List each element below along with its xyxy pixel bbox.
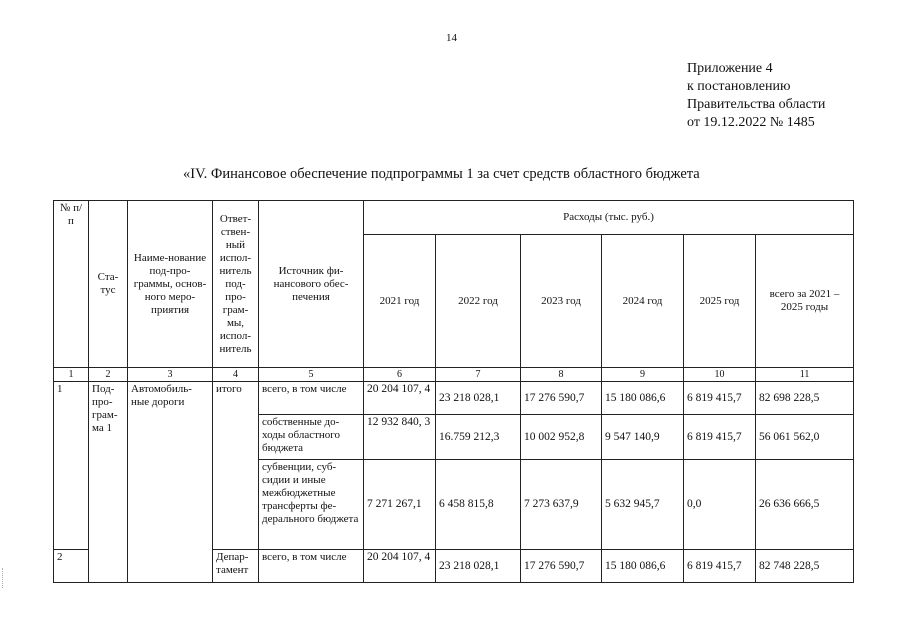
header-2021: 2021 год xyxy=(364,235,436,368)
appendix-line: от 19.12.2022 № 1485 xyxy=(687,115,815,130)
value-2023: 7 273 637,9 xyxy=(521,460,602,550)
page-number: 14 xyxy=(446,32,457,44)
value-2022: 23 218 028,1 xyxy=(436,382,521,415)
header-source: Источник фи-нансового обес-печения xyxy=(259,201,364,368)
value-2024: 5 632 945,7 xyxy=(602,460,684,550)
source-cell: собственные до-ходы областного бюджета xyxy=(259,415,364,460)
header-2024: 2024 год xyxy=(602,235,684,368)
value-2023: 10 002 952,8 xyxy=(521,415,602,460)
value-total: 26 636 666,5 xyxy=(756,460,854,550)
header-2022: 2022 год xyxy=(436,235,521,368)
row-name: Автомобиль-ные дороги xyxy=(128,382,213,583)
value-2021: 20 204 107, 4 xyxy=(364,382,436,415)
header-executor: Ответ-ствен-ный испол-нитель под-про-грам-мы, испол-нитель xyxy=(213,201,259,368)
scan-edge-mark xyxy=(2,568,6,588)
value-2023: 17 276 590,7 xyxy=(521,382,602,415)
index-cell: 10 xyxy=(684,368,756,382)
index-cell: 1 xyxy=(54,368,89,382)
row-executor: Депар-тамент xyxy=(213,550,259,583)
value-2023: 17 276 590,7 xyxy=(521,550,602,583)
value-2025: 6 819 415,7 xyxy=(684,415,756,460)
header-expenses: Расходы (тыс. руб.) xyxy=(364,201,854,235)
appendix-line: к постановлению xyxy=(687,79,791,94)
appendix-line: Правительства области xyxy=(687,97,826,112)
value-2025: 0,0 xyxy=(684,460,756,550)
value-2024: 9 547 140,9 xyxy=(602,415,684,460)
value-2021: 7 271 267,1 xyxy=(364,460,436,550)
value-2022: 23 218 028,1 xyxy=(436,550,521,583)
index-cell: 4 xyxy=(213,368,259,382)
source-cell: всего, в том числе xyxy=(259,382,364,415)
value-2021: 12 932 840, 3 xyxy=(364,415,436,460)
section-title: «IV. Финансовое обеспечение подпрограммы 1 за счет средств областного бюджета xyxy=(183,166,700,182)
table-row xyxy=(54,382,854,415)
row-num: 2 xyxy=(54,550,89,583)
header-2025: 2025 год xyxy=(684,235,756,368)
value-2022: 16.759 212,3 xyxy=(436,415,521,460)
source-cell: всего, в том числе xyxy=(259,550,364,583)
header-name: Наиме-нование под-про-граммы, основ-ного меро-приятия xyxy=(128,201,213,368)
index-cell: 3 xyxy=(128,368,213,382)
value-2024: 15 180 086,6 xyxy=(602,550,684,583)
index-cell: 6 xyxy=(364,368,436,382)
value-2022: 6 458 815,8 xyxy=(436,460,521,550)
index-cell: 11 xyxy=(756,368,854,382)
index-cell: 2 xyxy=(89,368,128,382)
finance-table xyxy=(53,200,854,583)
source-cell: субвенции, суб-сидии и иные межбюджетные трансферты фе-дерального бюджета xyxy=(259,460,364,550)
index-cell: 5 xyxy=(259,368,364,382)
index-row xyxy=(54,368,854,382)
header-row xyxy=(54,201,854,235)
header-num: № п/п xyxy=(54,201,89,368)
value-total: 82 698 228,5 xyxy=(756,382,854,415)
row-num: 1 xyxy=(54,382,89,550)
header-total: всего за 2021 – 2025 годы xyxy=(756,235,854,368)
index-cell: 9 xyxy=(602,368,684,382)
value-total: 82 748 228,5 xyxy=(756,550,854,583)
index-cell: 8 xyxy=(521,368,602,382)
index-cell: 7 xyxy=(436,368,521,382)
value-2021: 20 204 107, 4 xyxy=(364,550,436,583)
value-2024: 15 180 086,6 xyxy=(602,382,684,415)
appendix-block xyxy=(687,60,825,132)
value-2025: 6 819 415,7 xyxy=(684,550,756,583)
header-2023: 2023 год xyxy=(521,235,602,368)
value-2025: 6 819 415,7 xyxy=(684,382,756,415)
value-total: 56 061 562,0 xyxy=(756,415,854,460)
header-status: Ста-тус xyxy=(89,201,128,368)
appendix-line: Приложение 4 xyxy=(687,61,773,76)
row-executor: итого xyxy=(213,382,259,550)
row-status: Под-про-грам-ма 1 xyxy=(89,382,128,583)
